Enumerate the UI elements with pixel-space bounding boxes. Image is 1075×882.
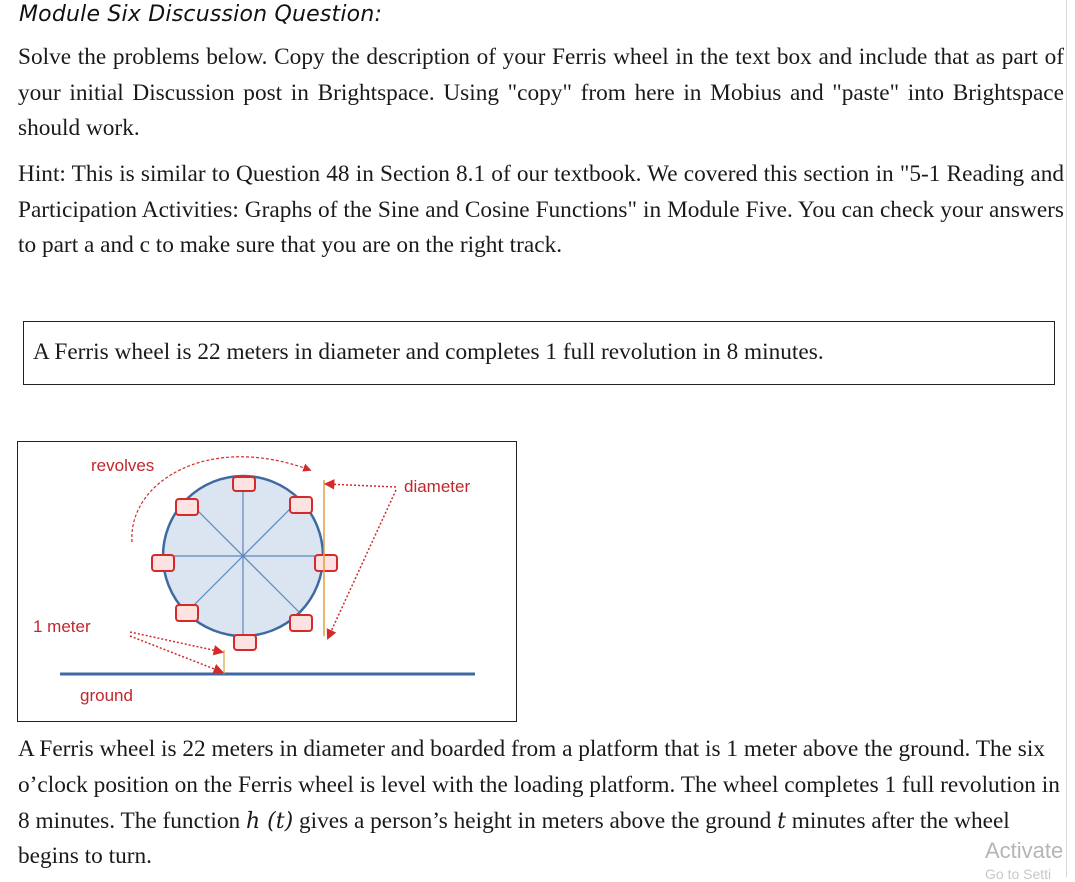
- problem-text-2: gives a person’s height in meters above the ground: [293, 807, 778, 834]
- ferris-description-text: A Ferris wheel is 22 meters in diameter and completes 1 full revolution in 8 minutes.: [33, 339, 824, 365]
- label-diameter: diameter: [404, 477, 471, 496]
- diameter-bottom-arrow: [328, 490, 396, 638]
- hint-paragraph: Hint: This is similar to Question 48 in Section 8.1 of our textbook. We covered this section in "5-1 Reading and Participation Activities: Graphs of the Sine and Cosine Functions" in Module Five. You can check your answers to part a and c to make sure that you are on the right track.: [18, 161, 1064, 258]
- problem-text-3: minutes after the wheel begins to turn.: [18, 807, 1010, 870]
- activate-windows-subtext: Go to Setti: [985, 866, 1052, 882]
- meter-arrow-top: [130, 632, 222, 652]
- problem-paragraph: [18, 732, 1064, 875]
- label-revolves: revolves: [91, 456, 155, 475]
- ferris-description-box[interactable]: [23, 321, 1055, 385]
- function-h-of-t: h (t): [245, 808, 294, 834]
- ferris-wheel-diagram: [17, 441, 517, 722]
- variable-t: t: [777, 808, 786, 834]
- activate-windows-watermark: Activate: [985, 838, 1064, 863]
- label-one-meter: 1 meter: [33, 617, 91, 636]
- meter-arrow-bottom: [130, 636, 222, 672]
- page-edge-line: [1066, 0, 1067, 877]
- problem-text-1: A Ferris wheel is 22 meters in diameter and boarded from a platform that is 1 meter above the ground. The six o’clock position on the Ferris wheel is level with the loading platform. The wheel completes 1 full revolution in 8 minutes. The function: [18, 736, 1060, 834]
- label-ground: ground: [80, 686, 133, 705]
- intro-paragraph: Solve the problems below. Copy the description of your Ferris wheel in the text box and include that as part of your initial Discussion post in Brightspace. Using "copy" from here in Mobius and "paste" into Brightspace should work.: [18, 44, 1064, 141]
- page-title: Module Six Discussion Question:: [19, 2, 383, 27]
- diameter-top-arrow: [326, 484, 396, 487]
